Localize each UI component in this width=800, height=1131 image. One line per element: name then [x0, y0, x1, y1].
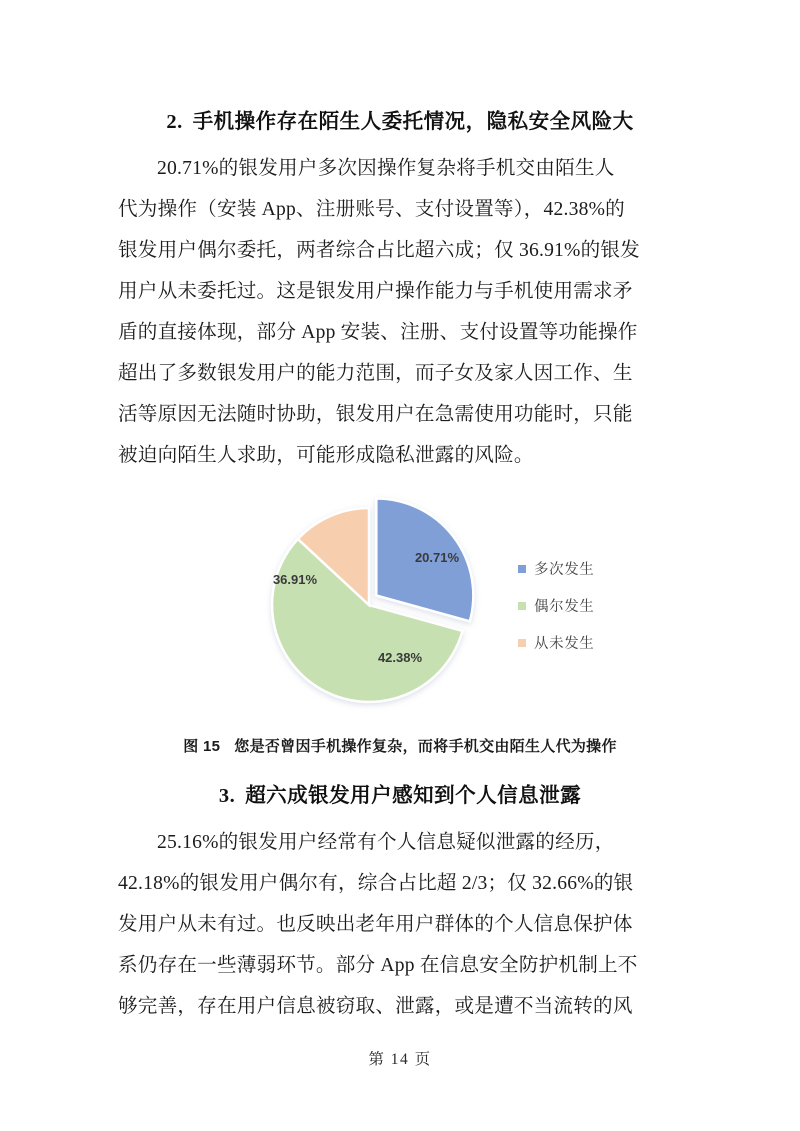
- section-2-paragraph: [118, 148, 684, 476]
- pie-label-occasionally: 42.38%: [377, 650, 423, 665]
- section-3-number: 3.: [218, 785, 236, 807]
- paragraph-line: 盾的直接体现，部分 App 安装、注册、支付设置等功能操作: [118, 322, 638, 343]
- paragraph-line: 代为操作（安装 App、注册账号、支付设置等），42.38%的: [118, 199, 625, 220]
- legend-label-never: 从未发生: [534, 636, 595, 652]
- legend-swatch-icon: [518, 565, 526, 573]
- legend-swatch-icon: [518, 639, 526, 647]
- paragraph-line: 被迫向陌生人求助，可能形成隐私泄露的风险。: [118, 445, 534, 466]
- figure-caption-text: 您是否曾因手机操作复杂，而将手机交由陌生人代为操作: [234, 738, 617, 755]
- paragraph-line: 20.71%的银发用户多次因操作复杂将手机交由陌生人: [157, 158, 615, 179]
- paragraph-line: 银发用户偶尔委托，两者综合占比超六成；仅 36.91%的银发: [118, 240, 640, 261]
- pie-chart-figure: [110, 492, 690, 717]
- legend-item-frequently[interactable]: [518, 550, 683, 587]
- section-2-heading: [0, 104, 800, 134]
- pie-chart-legend: [518, 550, 683, 661]
- paragraph-line: 42.18%的银发用户偶尔有，综合占比超 2/3；仅 32.66%的银: [118, 873, 634, 894]
- paragraph-line: 系仍存在一些薄弱环节。部分 App 在信息安全防护机制上不: [118, 955, 638, 976]
- paragraph-line: 发用户从未有过。也反映出老年用户群体的个人信息保护体: [118, 914, 633, 935]
- section-3-heading-text: 超六成银发用户感知到个人信息泄露: [245, 785, 582, 807]
- legend-swatch-icon: [518, 602, 526, 610]
- paragraph-line: 超出了多数银发用户的能力范围，而子女及家人因工作、生: [118, 363, 633, 384]
- page-footer: 第 14 页: [368, 1051, 432, 1068]
- legend-label-frequently: 多次发生: [534, 562, 595, 578]
- section-2-number: 2.: [166, 111, 183, 133]
- paragraph-line: 用户从未委托过。这是银发用户操作能力与手机使用需求矛: [118, 281, 633, 302]
- legend-label-occasionally: 偶尔发生: [534, 599, 595, 615]
- legend-item-never[interactable]: [518, 624, 683, 661]
- pie-chart: [110, 492, 510, 717]
- legend-item-occasionally[interactable]: [518, 587, 683, 624]
- section-2-heading-text: 手机操作存在陌生人委托情况，隐私安全风险大: [192, 111, 634, 133]
- figure-caption-number: 图 15: [183, 738, 221, 755]
- figure-caption: [0, 735, 800, 756]
- pie-label-never: 36.91%: [272, 572, 318, 587]
- pie-label-frequently: 20.71%: [414, 550, 460, 565]
- paragraph-line: 25.16%的银发用户经常有个人信息疑似泄露的经历，: [157, 832, 615, 853]
- paragraph-line: 够完善，存在用户信息被窃取、泄露，或是遭不当流转的风: [118, 996, 633, 1017]
- paragraph-line: 活等原因无法随时协助，银发用户在急需使用功能时，只能: [118, 404, 633, 425]
- pie-chart-svg: [110, 492, 510, 717]
- section-3-heading: [0, 778, 800, 808]
- section-3-paragraph: [118, 822, 684, 1027]
